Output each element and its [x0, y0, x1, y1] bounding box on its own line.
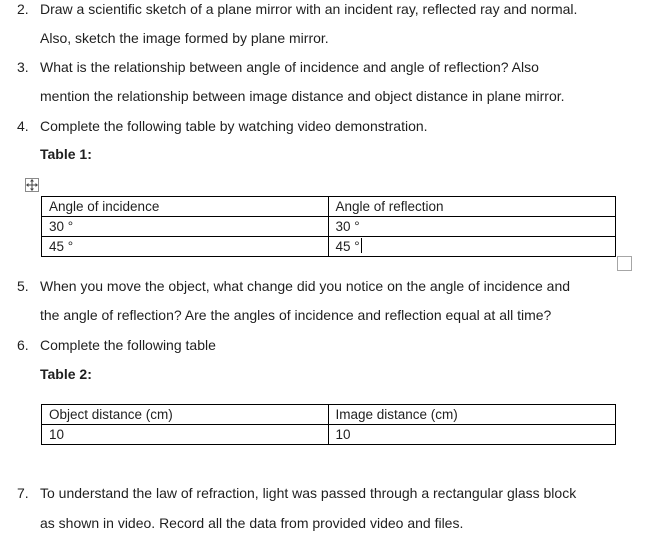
q7-number: 7. — [17, 485, 29, 501]
table1-cell[interactable]: 30 ° — [42, 217, 329, 237]
table-row — [42, 237, 616, 257]
table1-cell-active[interactable] — [328, 237, 616, 257]
text-cursor — [361, 238, 362, 253]
table1-cell[interactable]: 45 ° — [42, 237, 329, 257]
q2-number: 2. — [17, 1, 29, 17]
table-row — [42, 425, 616, 445]
q6-number: 6. — [17, 337, 29, 353]
resize-square-icon[interactable] — [617, 256, 632, 271]
q4-text-line1: Complete the following table by watching video demonstration. — [40, 118, 428, 134]
table1-header-reflection[interactable]: Angle of reflection — [328, 197, 616, 217]
q6-text-line1: Complete the following table — [40, 337, 216, 353]
table2-header-object[interactable]: Object distance (cm) — [42, 405, 329, 425]
q3-text-line1: What is the relationship between angle of incidence and angle of reflection? Also — [40, 59, 539, 75]
q5-text-line2: the angle of reflection? Are the angles of incidence and reflection equal at all time? — [40, 307, 552, 323]
q2-text-line1: Draw a scientific sketch of a plane mirror with an incident ray, reflected ray and normal. — [40, 1, 578, 17]
q7-text-line1: To understand the law of refraction, light was passed through a rectangular glass block — [40, 485, 577, 501]
q5-text-line1: When you move the object, what change did you notice on the angle of incidence and — [40, 278, 571, 294]
move-arrows-icon — [26, 179, 38, 191]
q7-text-line2: as shown in video. Record all the data from provided video and files. — [40, 515, 464, 531]
table2-cell[interactable]: 10 — [328, 425, 616, 445]
table-row — [42, 197, 616, 217]
table1 — [41, 196, 616, 257]
table1-cell[interactable]: 30 ° — [328, 217, 616, 237]
q3-text-line2: mention the relationship between image distance and object distance in plane mirror. — [40, 88, 565, 104]
table2-cell[interactable]: 10 — [42, 425, 329, 445]
table2-caption: Table 2: — [40, 366, 92, 382]
q5-number: 5. — [17, 278, 29, 294]
table-row — [42, 405, 616, 425]
table1-caption: Table 1: — [40, 146, 92, 162]
q4-number: 4. — [17, 118, 29, 134]
table2-header-image[interactable]: Image distance (cm) — [328, 405, 616, 425]
table1-header-incidence[interactable]: Angle of incidence — [42, 197, 329, 217]
q3-number: 3. — [17, 59, 29, 75]
table-row — [42, 217, 616, 237]
q2-text-line2: Also, sketch the image formed by plane mirror. — [40, 30, 329, 46]
table2 — [41, 404, 616, 445]
table1-cell-text: 45 ° — [335, 238, 360, 254]
table-move-handle[interactable] — [25, 178, 39, 192]
